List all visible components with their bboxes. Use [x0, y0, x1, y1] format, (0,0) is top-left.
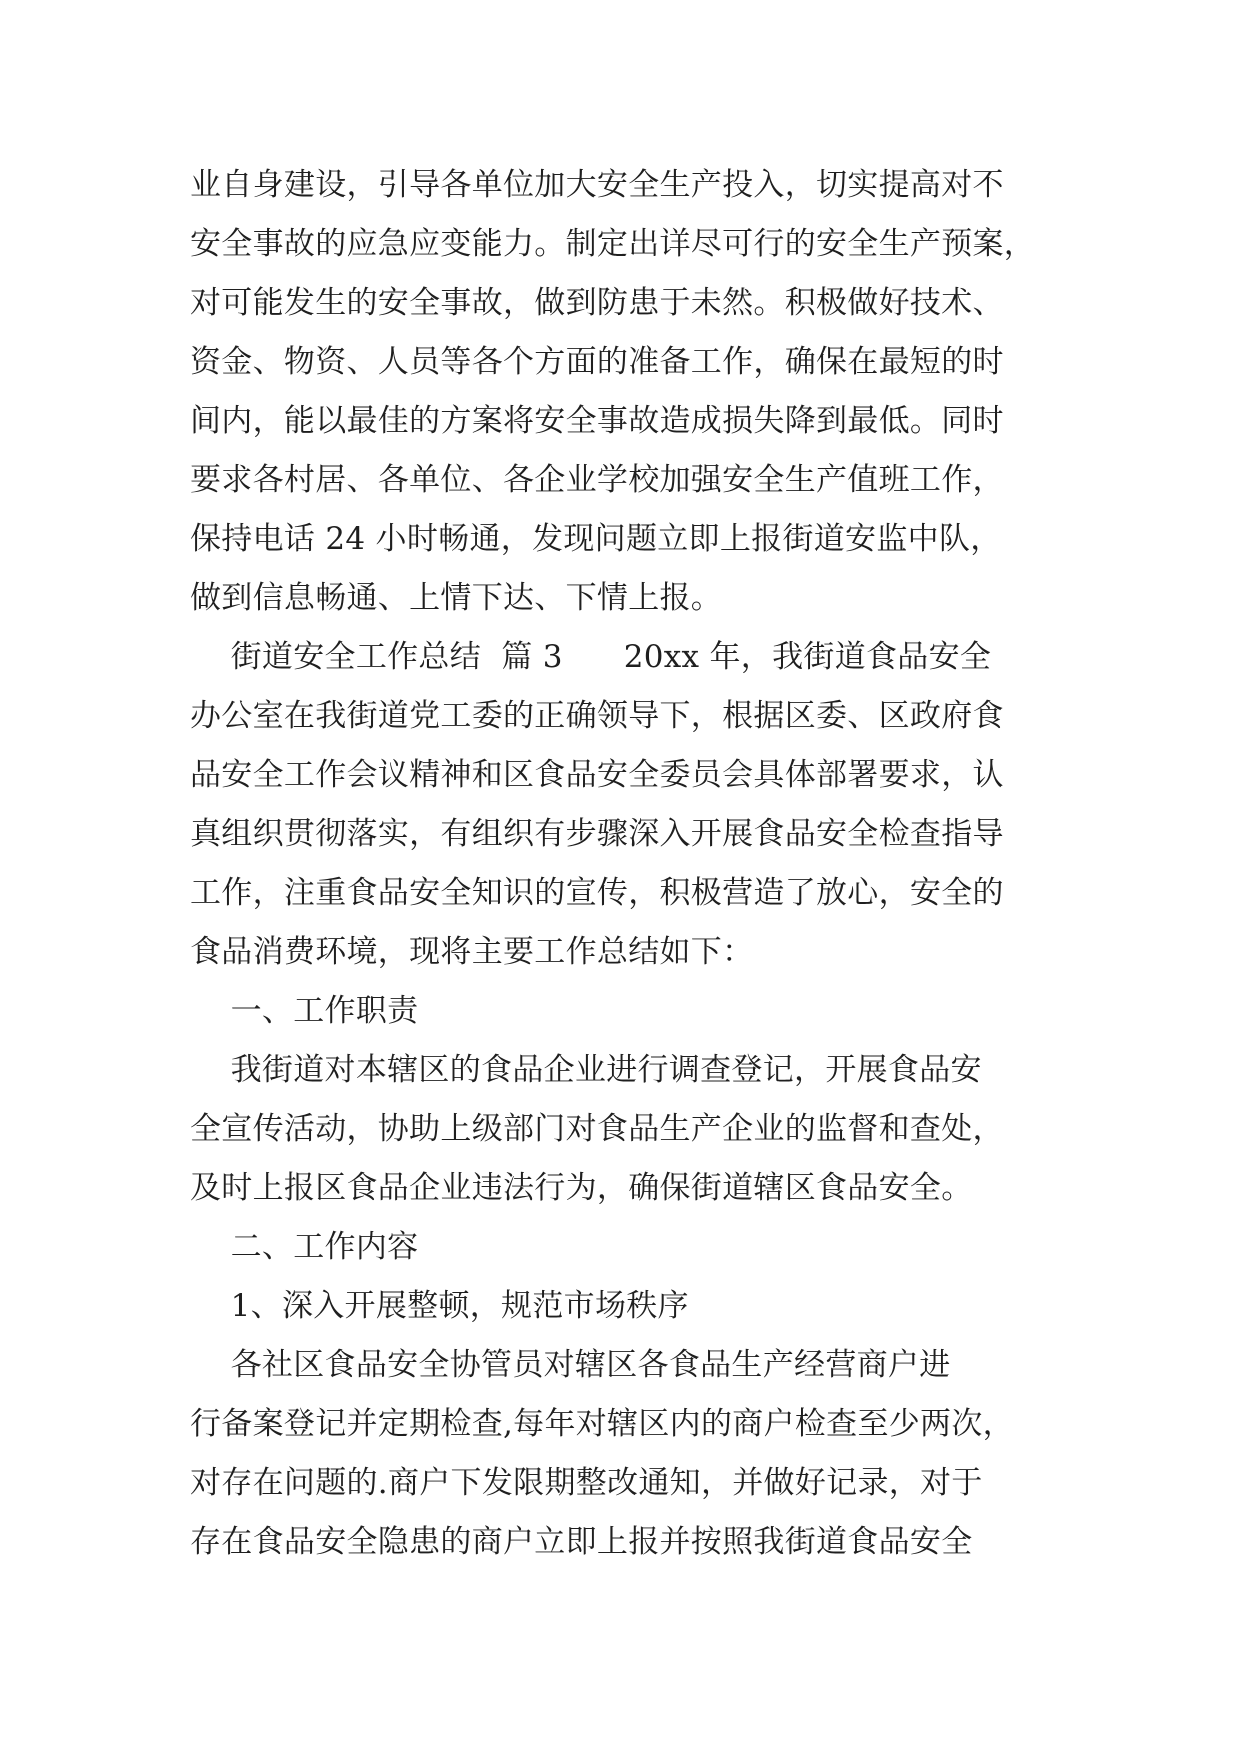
text-line: 间内，能以最佳的方案将安全事故造成损失降到最低。同时: [190, 403, 1004, 439]
text-line: 真组织贯彻落实，有组织有步骤深入开展食品安全检查指导: [190, 816, 1004, 852]
section-heading: 二、工作内容: [190, 1229, 419, 1265]
text-line: 品安全工作会议精神和区食品安全委员会具体部署要求，认: [190, 757, 1004, 793]
text-line: 各社区食品安全协管员对辖区各食品生产经营商户进: [190, 1347, 951, 1383]
text-line: 工作，注重食品安全知识的宣传，积极营造了放心，安全的: [190, 875, 1004, 911]
text-line: 食品消费环境，现将主要工作总结如下：: [190, 934, 754, 970]
text-line: 存在食品安全隐患的商户立即上报并按照我街道食品安全: [190, 1524, 973, 1560]
text-line: 保持电话 24 小时畅通，发现问题立即上报街道安监中队，: [190, 521, 1002, 557]
text-line: 办公室在我街道党工委的正确领导下，根据区委、区政府食: [190, 698, 1004, 734]
text-line: 全宣传活动，协助上级部门对食品生产企业的监督和查处，: [190, 1111, 1004, 1147]
text-line: 对可能发生的安全事故，做到防患于未然。积极做好技术、: [190, 285, 1004, 321]
text-line: 我街道对本辖区的食品企业进行调查登记，开展食品安: [190, 1052, 982, 1088]
text-line: 及时上报区食品企业违法行为，确保街道辖区食品安全。: [190, 1170, 973, 1206]
text-line: 做到信息畅通、上情下达、下情上报。: [190, 580, 723, 616]
text-line: 资金、物资、人员等各个方面的准备工作，确保在最短的时: [190, 344, 1004, 380]
section-heading-line: 街道安全工作总结 篇 3 20xx 年，我街道食品安全: [190, 639, 992, 675]
text-line: 要求各村居、各单位、各企业学校加强安全生产值班工作，: [190, 462, 1004, 498]
text-line: 对存在问题的.商户下发限期整改通知，并做好记录，对于: [190, 1465, 983, 1501]
subsection-heading: 1、深入开展整顿，规范市场秩序: [190, 1288, 689, 1324]
section-heading: 一、工作职责: [190, 993, 419, 1029]
text-line: 业自身建设，引导各单位加大安全生产投入，切实提高对不: [190, 167, 1004, 203]
text-line: 安全事故的应急应变能力。制定出详尽可行的安全生产预案，: [190, 226, 1036, 262]
text-line: 行备案登记并定期检查,每年对辖区内的商户检查至少两次，: [190, 1406, 1014, 1442]
